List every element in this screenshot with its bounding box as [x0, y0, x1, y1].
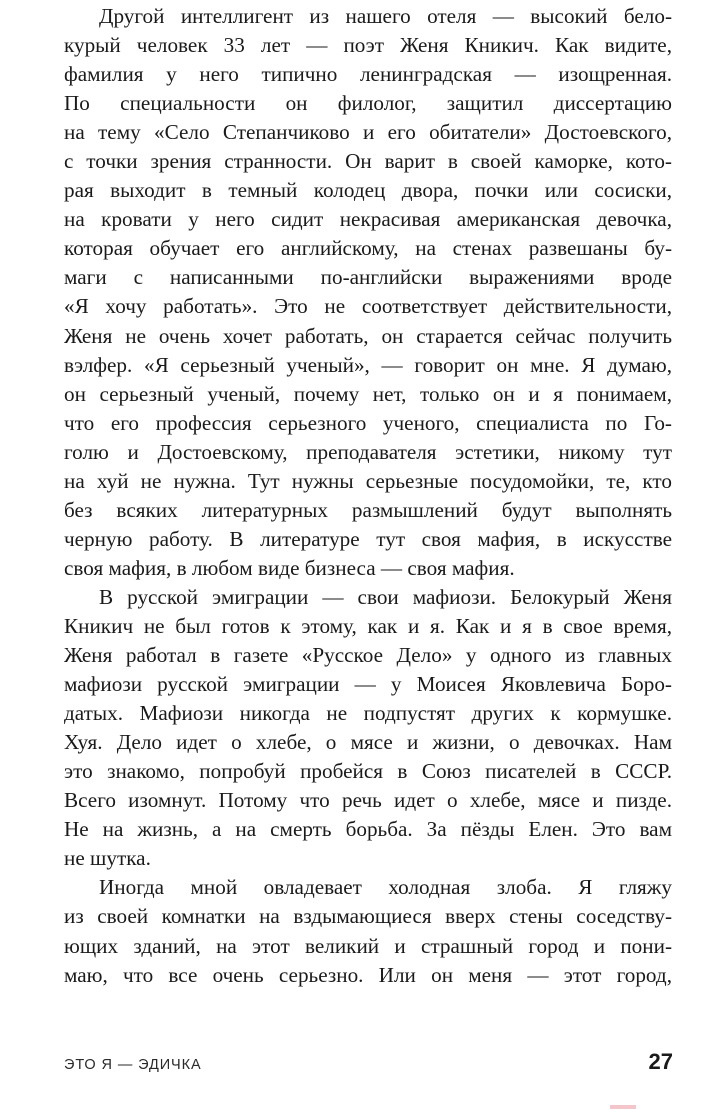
text-line: черную работу. В литературе тут своя мафия, в искусстве	[64, 526, 672, 551]
text-line: это знакомо, попробуй пробейся в Союз писателей в СССР.	[64, 759, 672, 784]
text-line: курый человек 33 лет — поэт Женя Кникич. Как видите,	[64, 33, 672, 58]
text-line: что его профессия серьезного ученого, специалиста по Го-	[64, 410, 672, 435]
text-line: По специальности он филолог, защитил диссертацию	[64, 91, 672, 116]
text-line: Женя работал в газете «Русское Дело» у одного из главных	[64, 643, 672, 668]
text-line: Женя не очень хочет работать, он старается сейчас получить	[64, 323, 672, 348]
text-line: «Я хочу работать». Это не соответствует действительности,	[64, 294, 672, 319]
text-line: фамилия у него типично ленинградская — изощренная.	[64, 62, 672, 87]
text-line: на хуй не нужна. Тут нужны серьезные посудомойки, те, кто	[64, 468, 672, 493]
text-line: вэлфер. «Я серьезный ученый», — говорит он мне. Я думаю,	[64, 352, 672, 377]
text-line: он серьезный ученый, почему нет, только он и я понимаем,	[64, 381, 672, 406]
text-line: из своей комнатки на вздымающиеся вверх стены соседству-	[64, 904, 672, 929]
text-line: Хуя. Дело идет о хлебе, о мясе и жизни, о девочках. Нам	[64, 730, 672, 755]
text-line: маги с написанными по-английски выражениями вроде	[64, 265, 672, 290]
body-text	[64, 2, 672, 990]
text-line: В русской эмиграции — свои мафиози. Белокурый Женя	[99, 584, 672, 609]
text-line: не шутка.	[64, 846, 151, 871]
text-line: Всего изомнут. Потому что речь идет о хлебе, мясе и пизде.	[64, 788, 672, 813]
text-line: на кровати у него сидит некрасивая американская девочка,	[64, 207, 672, 232]
text-line: Другой интеллигент из нашего отеля — высокий бело-	[99, 4, 672, 28]
text-line: рая выходит в темный колодец двора, почки или сосиски,	[64, 178, 672, 203]
text-line: датых. Мафиози никогда не подпустят других к кормушке.	[64, 701, 672, 726]
text-line: которая обучает его английскому, на стенах развешаны бу-	[64, 236, 672, 261]
text-line: своя мафия, в любом виде бизнеса — своя мафия.	[64, 555, 515, 580]
text-line: без всяких литературных размышлений будут выполнять	[64, 497, 672, 522]
text-line: голю и Достоевскому, преподавателя эстетики, никому тут	[64, 439, 672, 464]
text-line: Иногда мной овладевает холодная злоба. Я гляжу	[99, 875, 672, 900]
text-line: с точки зрения странности. Он варит в своей каморке, кото-	[64, 149, 672, 174]
text-line: Кникич не был готов к этому, как и я. Как и я в свое время,	[64, 613, 672, 638]
running-title: ЭТО Я — ЭДИЧКА	[64, 1057, 202, 1073]
text-line: на тему «Село Степанчиково и его обитатели» Достоевского,	[64, 120, 672, 145]
page-number: 27	[648, 1049, 673, 1074]
edge-mark	[610, 1105, 636, 1109]
text-line: Не на жизнь, а на смерть борьба. За пёзды Елен. Это вам	[64, 817, 672, 842]
text-line: мафиози русской эмиграции — у Моисея Яковлевича Боро-	[64, 672, 672, 697]
text-line: маю, что все очень серьезно. Или он меня — этот город,	[64, 962, 672, 987]
text-line: ющих зданий, на этот великий и страшный город и пони-	[64, 933, 672, 958]
